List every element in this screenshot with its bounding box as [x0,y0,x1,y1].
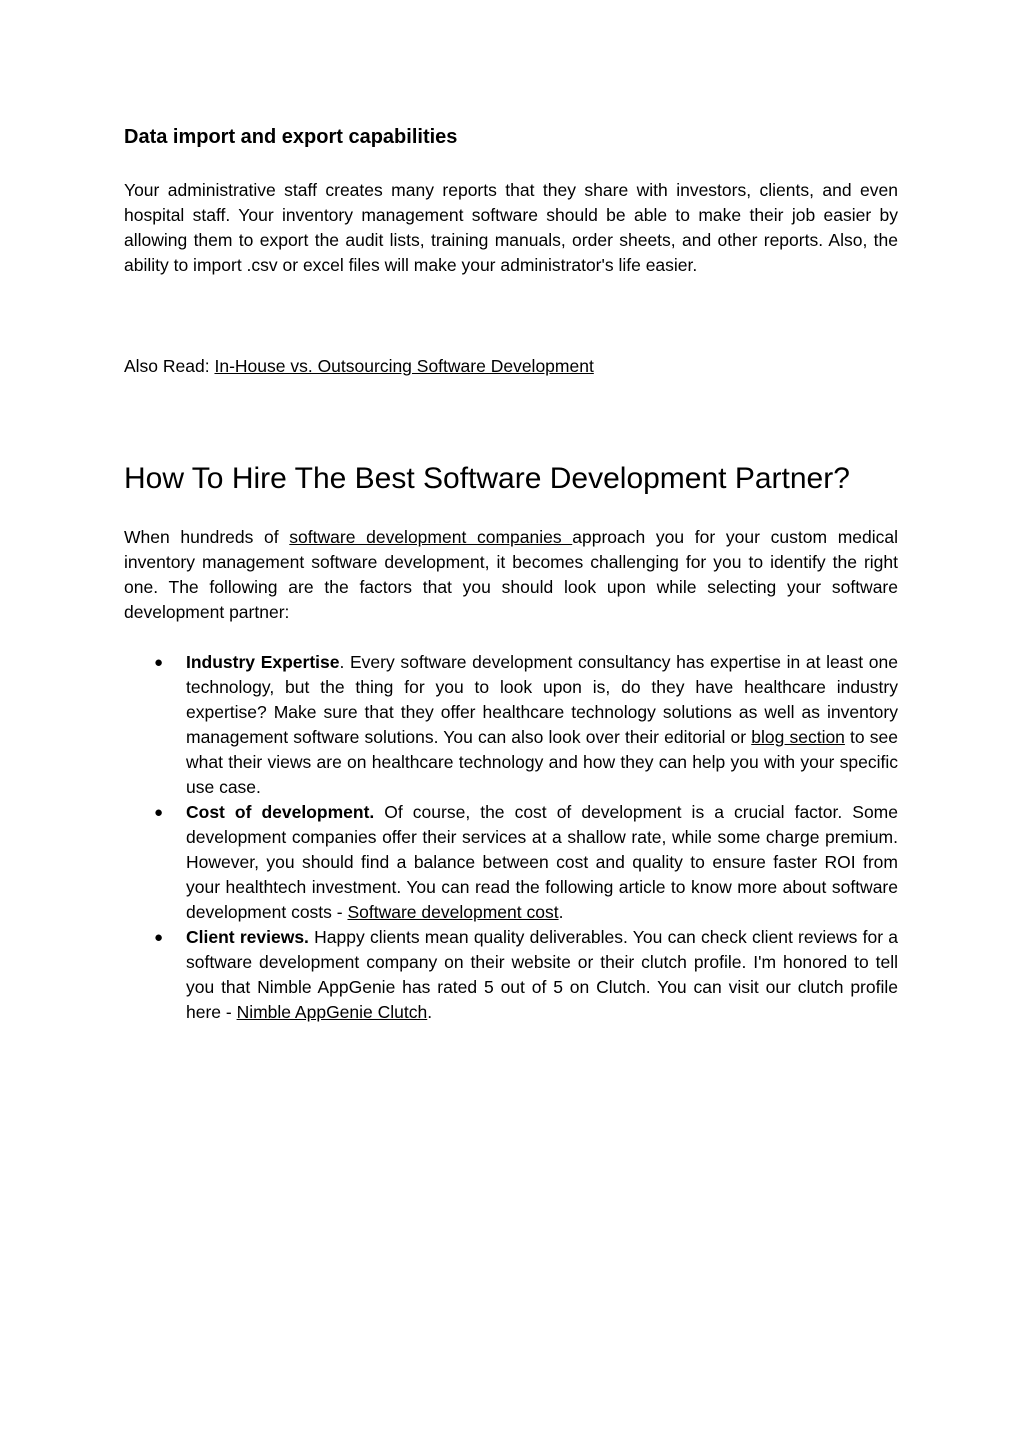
main-heading: How To Hire The Best Software Development Partner? [124,462,850,495]
hire-paragraph-after-link: approach you for your custom medical inventory management software development, it becomes challenging for you to identify the right one. The following are the factors that you should look upon while selecting your software development partner: [124,527,898,622]
factor-text-after-link: . [427,1002,433,1022]
hire-paragraph [124,525,898,625]
bullet-icon: ● [154,804,164,821]
intro-paragraph: Your administrative staff creates many reports that they share with investors, clients, and even hospital staff. Your inventory management software should be able to make their job easier by allowing them to export the audit lists, training manuals, order sheets, and other reports. Also, the ability to import .csv or excel files will make your administrator's life easier. [124,180,898,275]
also-read-line [124,354,594,379]
factors-list [124,650,898,1025]
blog-section-link[interactable]: blog section [751,727,845,747]
bullet-icon: ● [154,929,164,946]
bullet-icon: ● [154,654,164,671]
section-heading: Data import and export capabilities [124,126,458,148]
software-development-cost-link[interactable]: Software development cost [347,902,559,922]
factor-title: Cost of development. [186,802,375,822]
also-read-prefix: Also Read: [124,356,215,376]
factor-text-after-link: to see what their views are on healthcare technology and how they can help you with your specific use case. [186,727,898,797]
list-item-client-reviews [124,925,898,1025]
factor-text-after-link: . [558,902,564,922]
nimble-appgenie-clutch-link[interactable]: Nimble AppGenie Clutch [236,1002,428,1022]
also-read-link[interactable]: In-House vs. Outsourcing Software Development [214,356,594,376]
list-item-industry-expertise [124,650,898,800]
factor-title: Client reviews. [186,927,309,947]
factor-text: Happy clients mean quality deliverables. You can check client reviews for a software development company on their website or their clutch profile. I'm honored to tell you that Nimble AppGenie has rated 5 out of 5 on Clutch. You can visit our clutch profile here - [186,927,898,1022]
factor-title: Industry Expertise [186,652,340,672]
software-development-companies-link[interactable]: software development companies [289,527,573,547]
hire-paragraph-before-link: When hundreds of [124,527,290,547]
factor-text: Of course, the cost of development is a crucial factor. Some development companies offer their services at a shallow rate, while some charge premium. However, you should find a balance between cost and quality to ensure faster ROI from your healthtech investment. You can read the following article to know more about software development costs - [186,802,898,922]
factor-text: . Every software development consultancy has expertise in at least one technology, but the thing for you to look upon is, do they have healthcare industry expertise? Make sure that they offer healthcare technology solutions as well as inventory management software solutions. You can also look over their editorial or [186,652,898,747]
list-item-cost-of-development [124,800,898,925]
